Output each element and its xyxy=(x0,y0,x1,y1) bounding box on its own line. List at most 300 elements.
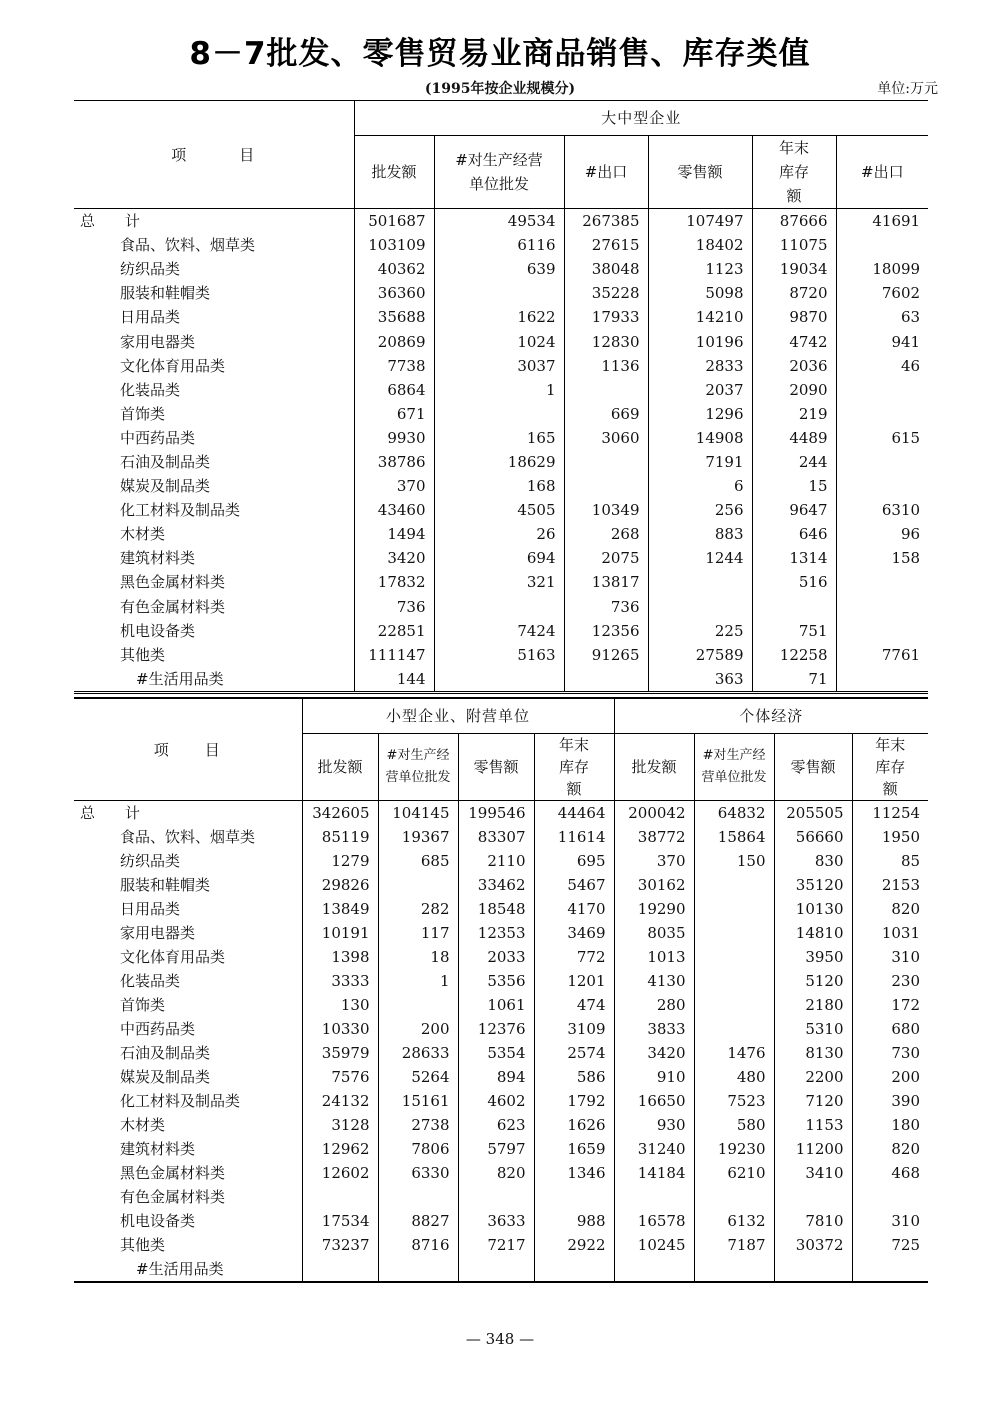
table-row xyxy=(74,257,928,281)
value-cell xyxy=(434,595,564,619)
value-cell: 7523 xyxy=(694,1089,774,1113)
value-cell: 6 xyxy=(648,474,752,498)
value-cell: 158 xyxy=(836,546,928,570)
value-cell: 4130 xyxy=(614,969,694,993)
table-row xyxy=(74,209,928,234)
col-header-wholesale: 批发额 xyxy=(354,136,434,209)
value-cell: 96 xyxy=(836,522,928,546)
row-label: 服装和鞋帽类 xyxy=(120,284,211,303)
value-cell: 3420 xyxy=(354,546,434,570)
value-cell: 18402 xyxy=(648,233,752,257)
item-column-header: 项 目 xyxy=(171,145,257,164)
row-label: 建筑材料类 xyxy=(120,549,196,568)
value-cell: 10196 xyxy=(648,329,752,353)
value-cell: 30162 xyxy=(614,873,694,897)
value-cell: 1024 xyxy=(434,329,564,353)
value-cell: 15 xyxy=(752,474,836,498)
value-cell: 3128 xyxy=(302,1113,378,1137)
value-cell: 646 xyxy=(752,522,836,546)
value-cell xyxy=(378,873,458,897)
value-cell xyxy=(564,474,648,498)
value-cell: 18099 xyxy=(836,257,928,281)
value-cell: 4742 xyxy=(752,329,836,353)
value-cell: 370 xyxy=(354,474,434,498)
table-row xyxy=(74,1137,928,1161)
value-cell: 586 xyxy=(534,1065,614,1089)
value-cell: 14908 xyxy=(648,426,752,450)
value-cell: 9930 xyxy=(354,426,434,450)
table-row xyxy=(74,546,928,570)
value-cell: 267385 xyxy=(564,209,648,234)
value-cell: 13849 xyxy=(302,897,378,921)
value-cell: 7191 xyxy=(648,450,752,474)
table-row xyxy=(74,1041,928,1065)
value-cell: 26 xyxy=(434,522,564,546)
table-row xyxy=(74,969,928,993)
value-cell xyxy=(774,1257,852,1282)
value-cell: 1061 xyxy=(458,993,534,1017)
value-cell: 480 xyxy=(694,1065,774,1089)
value-cell: 43460 xyxy=(354,498,434,522)
value-cell: 7187 xyxy=(694,1233,774,1257)
group-header-small-enterprises: 小型企业、附营单位 xyxy=(302,698,614,734)
value-cell: 3950 xyxy=(774,945,852,969)
row-label: 中西药品类 xyxy=(120,1020,196,1038)
row-label: 化工材料及制品类 xyxy=(120,1092,241,1110)
value-cell: 17832 xyxy=(354,570,434,594)
row-label: 机电设备类 xyxy=(120,1212,196,1230)
value-cell: 38772 xyxy=(614,825,694,849)
col-header-year-end-inventory: 年末库存额 xyxy=(852,734,928,801)
value-cell: 15864 xyxy=(694,825,774,849)
col-header-wholesale-to-producers: #对生产经营单位批发 xyxy=(378,734,458,801)
value-cell: 111147 xyxy=(354,643,434,667)
value-cell: 18629 xyxy=(434,450,564,474)
value-cell: 2738 xyxy=(378,1113,458,1137)
value-cell: 6132 xyxy=(694,1209,774,1233)
value-cell: 33462 xyxy=(458,873,534,897)
value-cell: 1346 xyxy=(534,1161,614,1185)
page-title: 8－7批发、零售贸易业商品销售、库存类值 xyxy=(189,36,811,72)
value-cell: 1013 xyxy=(614,945,694,969)
value-cell: 27589 xyxy=(648,643,752,667)
row-label: 食品、饮料、烟草类 xyxy=(120,828,256,846)
table-row xyxy=(74,305,928,329)
value-cell: 930 xyxy=(614,1113,694,1137)
value-cell: 7806 xyxy=(378,1137,458,1161)
value-cell: 5797 xyxy=(458,1137,534,1161)
value-cell: 1659 xyxy=(534,1137,614,1161)
value-cell: 10330 xyxy=(302,1017,378,1041)
value-cell: 18548 xyxy=(458,897,534,921)
value-cell: 730 xyxy=(852,1041,928,1065)
col-header-retail: 零售额 xyxy=(458,734,534,801)
value-cell: 3037 xyxy=(434,354,564,378)
row-label: 纺织品类 xyxy=(120,260,181,279)
value-cell: 144 xyxy=(354,667,434,693)
value-cell: 91265 xyxy=(564,643,648,667)
value-cell: 46 xyxy=(836,354,928,378)
group-header-large-medium: 大中型企业 xyxy=(354,101,928,136)
value-cell xyxy=(836,570,928,594)
value-cell: 28633 xyxy=(378,1041,458,1065)
value-cell: 35979 xyxy=(302,1041,378,1065)
value-cell: 200042 xyxy=(614,801,694,826)
value-cell: 3109 xyxy=(534,1017,614,1041)
value-cell: 12356 xyxy=(564,619,648,643)
row-label: 建筑材料类 xyxy=(120,1140,196,1158)
value-cell: 11075 xyxy=(752,233,836,257)
value-cell: 35120 xyxy=(774,873,852,897)
value-cell: 10349 xyxy=(564,498,648,522)
row-label: 食品、饮料、烟草类 xyxy=(120,236,256,255)
row-label: 日用品类 xyxy=(120,308,181,327)
value-cell xyxy=(564,450,648,474)
value-cell: 8716 xyxy=(378,1233,458,1257)
value-cell: 3633 xyxy=(458,1209,534,1233)
table-row xyxy=(74,570,928,594)
value-cell xyxy=(614,1257,694,1282)
value-cell: 580 xyxy=(694,1113,774,1137)
value-cell: 165 xyxy=(434,426,564,450)
row-label: 家用电器类 xyxy=(120,924,196,942)
value-cell xyxy=(434,402,564,426)
value-cell: 1398 xyxy=(302,945,378,969)
value-cell: 310 xyxy=(852,945,928,969)
value-cell: 501687 xyxy=(354,209,434,234)
value-cell: 230 xyxy=(852,969,928,993)
value-cell: 244 xyxy=(752,450,836,474)
value-cell: 680 xyxy=(852,1017,928,1041)
value-cell xyxy=(378,993,458,1017)
value-cell: 7424 xyxy=(434,619,564,643)
row-label: 其他类 xyxy=(120,645,166,664)
value-cell: 468 xyxy=(852,1161,928,1185)
value-cell: 16578 xyxy=(614,1209,694,1233)
value-cell: 13817 xyxy=(564,570,648,594)
value-cell: 2090 xyxy=(752,378,836,402)
row-label: 文化体育用品类 xyxy=(120,356,226,375)
value-cell: 5264 xyxy=(378,1065,458,1089)
page-number: — 348 — xyxy=(465,1330,535,1348)
value-cell: 41691 xyxy=(836,209,928,234)
value-cell: 73237 xyxy=(302,1233,378,1257)
table-row xyxy=(74,1065,928,1089)
value-cell: 14184 xyxy=(614,1161,694,1185)
row-label: 媒炭及制品类 xyxy=(120,477,211,496)
table-small-and-individual xyxy=(74,697,928,1283)
value-cell: 200 xyxy=(852,1065,928,1089)
value-cell: 6116 xyxy=(434,233,564,257)
value-cell: 1123 xyxy=(648,257,752,281)
col-header-year-end-inventory: 年末库存额 xyxy=(534,734,614,801)
table-row xyxy=(74,354,928,378)
value-cell: 988 xyxy=(534,1209,614,1233)
value-cell: 9647 xyxy=(752,498,836,522)
table-row xyxy=(74,1257,928,1282)
row-label: 服装和鞋帽类 xyxy=(120,876,211,894)
value-cell: 219 xyxy=(752,402,836,426)
table-row xyxy=(74,1017,928,1041)
col-header-retail: 零售额 xyxy=(774,734,852,801)
value-cell: 180 xyxy=(852,1113,928,1137)
table-row xyxy=(74,667,928,693)
value-cell xyxy=(614,1185,694,1209)
value-cell: 820 xyxy=(458,1161,534,1185)
value-cell: 7810 xyxy=(774,1209,852,1233)
value-cell: 8130 xyxy=(774,1041,852,1065)
row-label: 日用品类 xyxy=(120,900,181,918)
table-row xyxy=(74,873,928,897)
value-cell: 12376 xyxy=(458,1017,534,1041)
table-row xyxy=(74,450,928,474)
value-cell: 172 xyxy=(852,993,928,1017)
col-header-wholesale-to-producers: #对生产经营单位批发 xyxy=(694,734,774,801)
value-cell xyxy=(836,619,928,643)
table-subtitle: (1995年按企业规模分) xyxy=(424,81,576,97)
value-cell: 736 xyxy=(564,595,648,619)
value-cell xyxy=(836,233,928,257)
value-cell: 83307 xyxy=(458,825,534,849)
table-row xyxy=(74,825,928,849)
value-cell: 669 xyxy=(564,402,648,426)
col-header-export: #出口 xyxy=(564,136,648,209)
table-row xyxy=(74,849,928,873)
value-cell: 310 xyxy=(852,1209,928,1233)
value-cell xyxy=(752,595,836,619)
value-cell: 17534 xyxy=(302,1209,378,1233)
table-row xyxy=(74,993,928,1017)
value-cell: 4489 xyxy=(752,426,836,450)
table-row xyxy=(74,921,928,945)
value-cell: 2110 xyxy=(458,849,534,873)
value-cell: 117 xyxy=(378,921,458,945)
value-cell: 268 xyxy=(564,522,648,546)
value-cell: 7576 xyxy=(302,1065,378,1089)
row-label: 总 计 xyxy=(80,212,141,231)
value-cell xyxy=(852,1185,928,1209)
value-cell: 3833 xyxy=(614,1017,694,1041)
value-cell: 107497 xyxy=(648,209,752,234)
value-cell: 225 xyxy=(648,619,752,643)
value-cell: 8827 xyxy=(378,1209,458,1233)
value-cell: 87666 xyxy=(752,209,836,234)
value-cell xyxy=(694,945,774,969)
value-cell: 1244 xyxy=(648,546,752,570)
value-cell: 3333 xyxy=(302,969,378,993)
value-cell: 1 xyxy=(434,378,564,402)
table-row xyxy=(74,1113,928,1137)
row-label: 有色金属材料类 xyxy=(120,1188,226,1206)
value-cell xyxy=(534,1185,614,1209)
value-cell: 17933 xyxy=(564,305,648,329)
value-cell: 4170 xyxy=(534,897,614,921)
value-cell: 6210 xyxy=(694,1161,774,1185)
value-cell: 19034 xyxy=(752,257,836,281)
value-cell: 20869 xyxy=(354,329,434,353)
row-label: 文化体育用品类 xyxy=(120,948,226,966)
value-cell: 5354 xyxy=(458,1041,534,1065)
value-cell: 1031 xyxy=(852,921,928,945)
value-cell: 1622 xyxy=(434,305,564,329)
col-header-inventory-export: #出口 xyxy=(836,136,928,209)
table-large-medium-enterprises xyxy=(74,100,928,694)
row-label: 首饰类 xyxy=(120,404,166,423)
value-cell: 12962 xyxy=(302,1137,378,1161)
value-cell: 2574 xyxy=(534,1041,614,1065)
value-cell: 5467 xyxy=(534,873,614,897)
value-cell: 280 xyxy=(614,993,694,1017)
value-cell: 1296 xyxy=(648,402,752,426)
value-cell: 19367 xyxy=(378,825,458,849)
value-cell: 474 xyxy=(534,993,614,1017)
value-cell: 11614 xyxy=(534,825,614,849)
value-cell xyxy=(648,595,752,619)
row-label: 石油及制品类 xyxy=(120,1044,211,1062)
value-cell: 14810 xyxy=(774,921,852,945)
value-cell: 10245 xyxy=(614,1233,694,1257)
value-cell: 130 xyxy=(302,993,378,1017)
value-cell: 5120 xyxy=(774,969,852,993)
col-header-wholesale: 批发额 xyxy=(302,734,378,801)
value-cell xyxy=(694,897,774,921)
value-cell: 49534 xyxy=(434,209,564,234)
row-label: 化工材料及制品类 xyxy=(120,501,241,520)
row-label: 木材类 xyxy=(120,1116,166,1134)
value-cell: 3410 xyxy=(774,1161,852,1185)
value-cell: 1476 xyxy=(694,1041,774,1065)
row-label: 机电设备类 xyxy=(120,621,196,640)
value-cell: 10130 xyxy=(774,897,852,921)
value-cell: 7761 xyxy=(836,643,928,667)
value-cell: 5163 xyxy=(434,643,564,667)
value-cell xyxy=(564,667,648,693)
col-header-retail: 零售额 xyxy=(648,136,752,209)
value-cell: 85119 xyxy=(302,825,378,849)
table-row xyxy=(74,329,928,353)
row-label: 化装品类 xyxy=(120,972,181,990)
value-cell: 639 xyxy=(434,257,564,281)
table-row xyxy=(74,426,928,450)
value-cell: 29826 xyxy=(302,873,378,897)
value-cell: 38048 xyxy=(564,257,648,281)
value-cell xyxy=(694,969,774,993)
value-cell: 2200 xyxy=(774,1065,852,1089)
value-cell: 1494 xyxy=(354,522,434,546)
value-cell xyxy=(836,402,928,426)
value-cell: 103109 xyxy=(354,233,434,257)
value-cell: 1279 xyxy=(302,849,378,873)
value-cell: 7217 xyxy=(458,1233,534,1257)
row-label: 纺织品类 xyxy=(120,852,181,870)
value-cell xyxy=(836,450,928,474)
value-cell: 200 xyxy=(378,1017,458,1041)
value-cell: 6310 xyxy=(836,498,928,522)
col-header-wholesale-to-producers: #对生产经营单位批发 xyxy=(434,136,564,209)
value-cell: 104145 xyxy=(378,801,458,826)
value-cell xyxy=(852,1257,928,1282)
table-row xyxy=(74,402,928,426)
value-cell: 71 xyxy=(752,667,836,693)
value-cell: 3469 xyxy=(534,921,614,945)
value-cell xyxy=(534,1257,614,1282)
value-cell: 2833 xyxy=(648,354,752,378)
value-cell: 9870 xyxy=(752,305,836,329)
value-cell: 7120 xyxy=(774,1089,852,1113)
value-cell: 694 xyxy=(434,546,564,570)
value-cell: 6864 xyxy=(354,378,434,402)
value-cell: 38786 xyxy=(354,450,434,474)
value-cell: 370 xyxy=(614,849,694,873)
value-cell: 19290 xyxy=(614,897,694,921)
value-cell: 1314 xyxy=(752,546,836,570)
value-cell xyxy=(836,595,928,619)
value-cell: 1201 xyxy=(534,969,614,993)
value-cell xyxy=(648,570,752,594)
value-cell xyxy=(694,1017,774,1041)
value-cell: 199546 xyxy=(458,801,534,826)
value-cell: 2153 xyxy=(852,873,928,897)
row-label: 化装品类 xyxy=(120,380,181,399)
value-cell: 24132 xyxy=(302,1089,378,1113)
value-cell: 64832 xyxy=(694,801,774,826)
value-cell: 615 xyxy=(836,426,928,450)
value-cell: 941 xyxy=(836,329,928,353)
value-cell: 11200 xyxy=(774,1137,852,1161)
value-cell: 12830 xyxy=(564,329,648,353)
value-cell xyxy=(434,667,564,693)
row-label: 石油及制品类 xyxy=(120,452,211,471)
table-row xyxy=(74,1209,928,1233)
value-cell: 820 xyxy=(852,897,928,921)
value-cell: 736 xyxy=(354,595,434,619)
item-column-header: 项 目 xyxy=(153,740,222,759)
value-cell: 44464 xyxy=(534,801,614,826)
table-row xyxy=(74,945,928,969)
value-cell: 16650 xyxy=(614,1089,694,1113)
value-cell xyxy=(458,1257,534,1282)
value-cell: 27615 xyxy=(564,233,648,257)
value-cell: 5098 xyxy=(648,281,752,305)
value-cell: 910 xyxy=(614,1065,694,1089)
value-cell xyxy=(378,1257,458,1282)
value-cell: 168 xyxy=(434,474,564,498)
value-cell: 2180 xyxy=(774,993,852,1017)
value-cell: 5310 xyxy=(774,1017,852,1041)
value-cell xyxy=(694,1257,774,1282)
value-cell: 751 xyxy=(752,619,836,643)
row-label: 中西药品类 xyxy=(120,428,196,447)
table-row xyxy=(74,643,928,667)
value-cell xyxy=(694,873,774,897)
value-cell xyxy=(836,474,928,498)
row-label: 媒炭及制品类 xyxy=(120,1068,211,1086)
value-cell xyxy=(694,993,774,1017)
value-cell: 10191 xyxy=(302,921,378,945)
value-cell: 12602 xyxy=(302,1161,378,1185)
value-cell: 31240 xyxy=(614,1137,694,1161)
value-cell: 830 xyxy=(774,849,852,873)
value-cell: 8720 xyxy=(752,281,836,305)
value-cell: 30372 xyxy=(774,1233,852,1257)
table-row xyxy=(74,498,928,522)
value-cell: 12258 xyxy=(752,643,836,667)
value-cell: 1136 xyxy=(564,354,648,378)
value-cell: 14210 xyxy=(648,305,752,329)
value-cell: 342605 xyxy=(302,801,378,826)
value-cell: 2922 xyxy=(534,1233,614,1257)
table-row xyxy=(74,378,928,402)
